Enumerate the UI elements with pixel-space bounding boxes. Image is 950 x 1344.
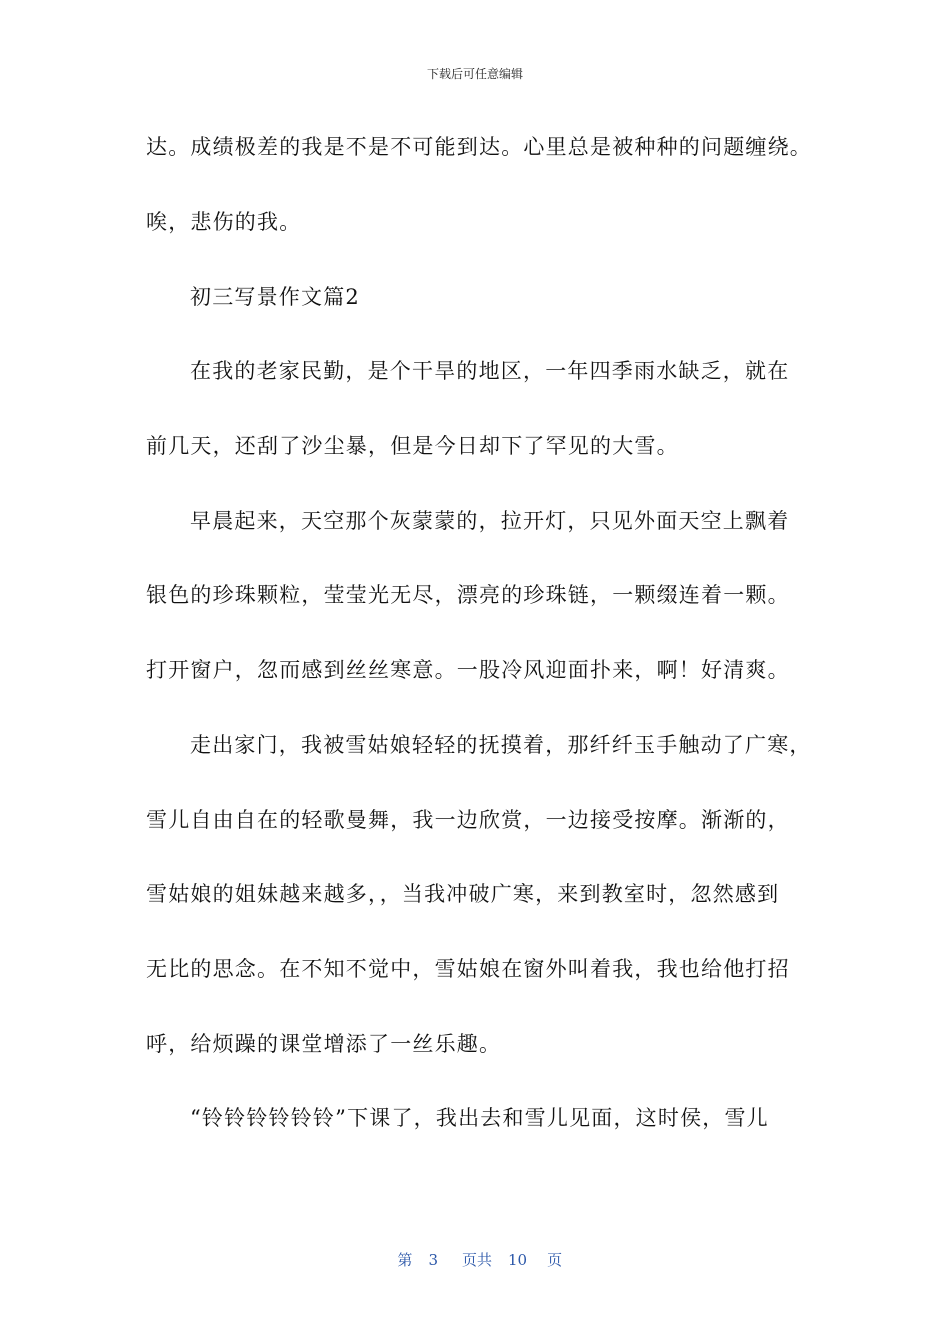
body-line: 达。成绩极差的我是不是不可能到达。心里总是被种种的问题缠绕。 (146, 135, 812, 159)
body-line: “铃铃铃铃铃铃”下课了，我出去和雪儿见面，这时侯，雪儿 (190, 1106, 769, 1130)
body-line: 银色的珍珠颗粒，莹莹光无尽，漂亮的珍珠链，一颗缀连着一颗。 (146, 583, 790, 607)
body-line: 雪姑娘的姐妹越来越多，，当我冲破广寒，来到教室时，忽然感到 (146, 882, 780, 906)
page-number-footer (0, 1230, 950, 1270)
section-heading: 初三写景作文篇2 (190, 285, 360, 309)
footer-current-page: 3 (428, 1251, 438, 1269)
footer-total-pages: 10 (508, 1251, 528, 1269)
page-header-note: 下载后可任意编辑 (426, 67, 523, 81)
footer-prefix: 第 (397, 1251, 413, 1269)
body-line: 在我的老家民勤，是个干旱的地区，一年四季雨水缺乏，就在 (190, 359, 790, 383)
footer-middle: 页共 (461, 1251, 492, 1269)
body-line: 前几天，还刮了沙尘暴，但是今日却下了罕见的大雪。 (146, 434, 679, 458)
footer-suffix: 页 (547, 1251, 563, 1269)
body-line: 雪儿自由自在的轻歌曼舞，我一边欣赏，一边接受按摩。渐渐的， (146, 808, 790, 832)
body-line: 唉，悲伤的我。 (146, 210, 302, 234)
body-line: 走出家门，我被雪姑娘轻轻的抚摸着，那纤纤玉手触动了广寒， (190, 733, 812, 757)
body-line: 打开窗户，忽而感到丝丝寒意。一股冷风迎面扑来，啊！好清爽。 (146, 658, 790, 682)
body-line: 无比的思念。在不知不觉中，雪姑娘在窗外叫着我，我也给他打招 (146, 957, 790, 981)
body-line: 早晨起来，天空那个灰蒙蒙的，拉开灯，只见外面天空上飘着 (190, 509, 790, 533)
body-line: 呼，给烦躁的课堂增添了一丝乐趣。 (146, 1032, 502, 1056)
